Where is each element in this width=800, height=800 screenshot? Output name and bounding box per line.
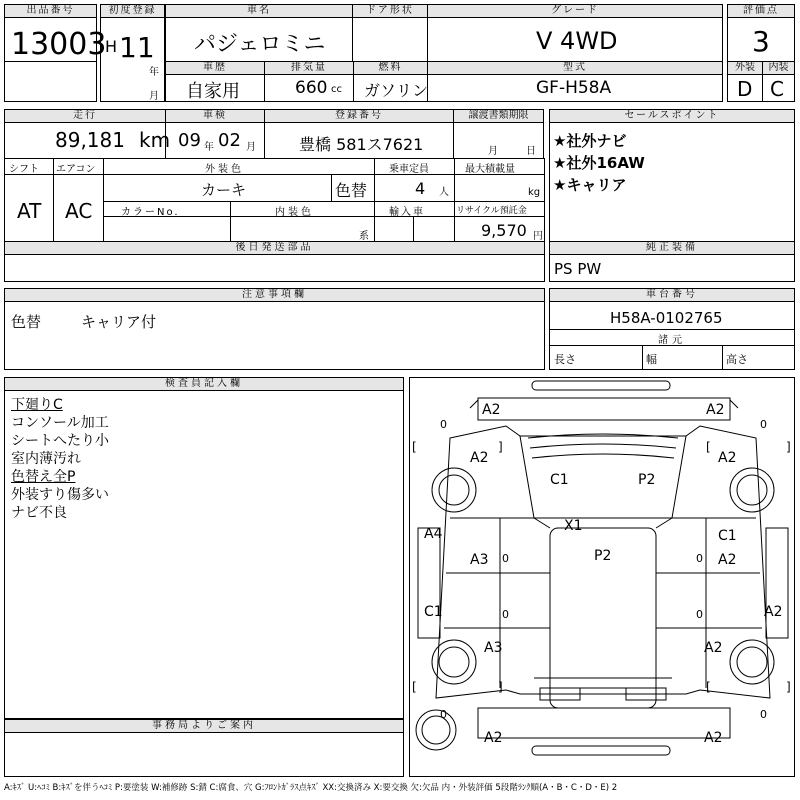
- reg-no-box: [264, 109, 454, 159]
- insp-year-unit: 年: [204, 142, 214, 153]
- genuine: PS PW: [554, 260, 602, 278]
- damage-mark: A2: [718, 450, 737, 466]
- history-box: [165, 61, 265, 102]
- colorno-label: カラーNo.: [121, 207, 180, 218]
- score: 3: [752, 25, 770, 58]
- later-parts-box: [4, 241, 545, 282]
- zero-mark: 0: [440, 708, 447, 721]
- transfer-label: 譲渡書類期限: [454, 110, 543, 123]
- grade: V 4WD: [536, 27, 618, 55]
- damage-mark: A2: [704, 640, 723, 656]
- color-label: 外装色: [205, 164, 244, 175]
- recycle-label: リサイクル預託金: [456, 206, 527, 216]
- damage-diagram: [409, 377, 795, 777]
- insp-year: 09: [178, 130, 201, 151]
- displacement-label: 排気量: [265, 62, 353, 75]
- door-box: [352, 4, 428, 62]
- damage-mark: A2: [706, 402, 725, 418]
- model-box: [427, 61, 723, 102]
- bracket-right-bottom: [: [706, 680, 711, 694]
- damage-mark: A2: [704, 730, 723, 746]
- damage-mark: A2: [764, 604, 783, 620]
- model: GF-H58A: [536, 78, 612, 98]
- first-reg-year: 11: [119, 31, 155, 64]
- reg-no-label: 登録番号: [265, 110, 453, 123]
- notes-label: 注意事項欄: [5, 289, 544, 302]
- chassis: H58A-0102765: [610, 309, 723, 327]
- mileage-unit: km: [139, 128, 171, 152]
- dims-label: 諸元: [658, 335, 686, 346]
- transfer-day: 日: [526, 146, 536, 157]
- mileage-label: 走行: [5, 110, 165, 123]
- height-label: 高さ: [726, 353, 748, 366]
- length-label: 長さ: [554, 353, 576, 366]
- ac: AC: [65, 199, 93, 223]
- inspection-box: [165, 109, 265, 159]
- capacity-label: 乗車定員: [389, 164, 429, 175]
- zero-mark: 0: [696, 552, 703, 565]
- exterior-label: 外装: [728, 62, 762, 75]
- model-label: 型式: [428, 62, 722, 75]
- inspector-box: [4, 377, 404, 719]
- displacement-box: [264, 61, 354, 102]
- color: カーキ: [201, 181, 247, 199]
- first-registration-box: [100, 4, 165, 102]
- load-label: 最大積載量: [465, 164, 515, 175]
- grade-box: [427, 4, 723, 62]
- damage-mark: A2: [470, 450, 489, 466]
- sales-points-box: [549, 109, 795, 242]
- zero-mark: 0: [502, 608, 509, 621]
- notes-text-2: キャリア付: [81, 313, 157, 331]
- lot-number-box: [4, 4, 107, 102]
- recycle: 9,570: [481, 221, 527, 240]
- ac-label: エアコン: [56, 164, 96, 175]
- interior-score: C: [770, 77, 784, 101]
- inspector-line-7: ナビ不良: [11, 505, 67, 521]
- chassis-label: 車台番号: [550, 289, 794, 302]
- grade-label: グレード: [428, 5, 722, 18]
- mileage-box: [4, 109, 171, 159]
- inspector-line-6: 外装すり傷多い: [11, 487, 109, 503]
- zero-mark: 0: [760, 418, 767, 431]
- zero-mark: 0: [440, 418, 447, 431]
- office-label: 事務局よりご案内: [5, 720, 403, 733]
- era: H: [105, 37, 118, 56]
- bracket-left-bottom-close: ]: [498, 680, 503, 694]
- inspector-line-3: シートへたり小: [11, 433, 109, 449]
- interior-box: [762, 61, 795, 102]
- damage-mark: X1: [564, 518, 583, 534]
- bracket-left-top: [: [412, 440, 417, 454]
- width-label: 幅: [646, 353, 657, 366]
- genuine-label: 純正装備: [550, 242, 794, 255]
- car-name: パジェロミニ: [194, 32, 326, 57]
- zero-mark: 0: [760, 708, 767, 721]
- inspector-line-1: 下廻りC: [11, 397, 63, 413]
- fuel-box: [353, 61, 428, 102]
- interior-color-suffix: 系: [359, 231, 369, 242]
- zero-mark: 0: [502, 552, 509, 565]
- bracket-left-top-close: ]: [498, 440, 503, 454]
- damage-mark: A2: [718, 552, 737, 568]
- bracket-right-bottom-close: ]: [786, 680, 791, 694]
- car-name-box: [165, 4, 353, 62]
- month-unit: 月: [149, 91, 159, 102]
- shift-label: シフト: [9, 164, 39, 175]
- damage-mark: A3: [484, 640, 503, 656]
- inspection-label: 車検: [166, 110, 264, 123]
- damage-mark: A4: [424, 526, 443, 542]
- displacement: 660: [295, 78, 328, 98]
- import-label: 輸入車: [389, 207, 425, 218]
- sales-point-3: ★キャリア: [553, 176, 627, 194]
- insp-month: 02: [218, 130, 241, 151]
- car-outline-svg: [410, 378, 794, 776]
- interior-label: 内装: [763, 62, 794, 75]
- lot-number: 13003: [11, 27, 107, 62]
- damage-mark: A3: [470, 552, 489, 568]
- transfer-box: [453, 109, 544, 159]
- sales-points-label: セールスポイント: [550, 110, 794, 123]
- exterior-score: D: [737, 77, 753, 101]
- shift: AT: [17, 199, 42, 223]
- capacity: 4: [415, 179, 426, 198]
- inspector-line-2: コンソール加工: [11, 415, 109, 431]
- car-name-label: 車名: [166, 5, 352, 18]
- capacity-unit: 人: [439, 187, 449, 198]
- sales-point-1: ★社外ナビ: [553, 132, 627, 150]
- damage-mark: P2: [594, 548, 612, 564]
- history-label: 車歴: [166, 62, 264, 75]
- transfer-month: 月: [488, 146, 498, 157]
- genuine-box: [549, 241, 795, 282]
- damage-mark: C1: [424, 604, 443, 620]
- exterior-box: [727, 61, 763, 102]
- mileage: 89,181: [55, 128, 125, 152]
- door-label: ドア形状: [353, 5, 427, 18]
- first-registration-label: 初度登録: [101, 5, 164, 18]
- fuel-label: 燃料: [354, 62, 427, 75]
- zero-mark: 0: [696, 608, 703, 621]
- damage-mark: C1: [550, 472, 569, 488]
- inspector-line-5: 色替え全P: [11, 469, 76, 485]
- office-box: [4, 719, 404, 777]
- later-parts-label: 後日発送部品: [5, 242, 544, 255]
- interior-color-label: 内装色: [275, 207, 314, 218]
- notes-text-1: 色替: [11, 313, 42, 331]
- recycle-unit: 円: [533, 231, 543, 242]
- notes-box: [4, 288, 545, 370]
- damage-mark: A2: [484, 730, 503, 746]
- damage-mark: C1: [718, 528, 737, 544]
- spec-block: [4, 158, 545, 242]
- year-unit: 年: [149, 67, 159, 78]
- score-box: [727, 4, 795, 62]
- bracket-right-top-close: ]: [786, 440, 791, 454]
- inspector-label: 検査員記入欄: [5, 378, 403, 391]
- insp-month-unit: 月: [246, 142, 256, 153]
- reg-no: 豊橋 581ス7621: [299, 135, 424, 154]
- bracket-right-top: [: [706, 440, 711, 454]
- damage-mark: A2: [482, 402, 501, 418]
- inspector-line-4: 室内薄汚れ: [11, 451, 81, 467]
- chassis-box: [549, 288, 795, 370]
- sales-point-2: ★社外16AW: [553, 154, 645, 172]
- color-change: 色替: [335, 181, 368, 200]
- lot-number-label: 出品番号: [5, 5, 96, 18]
- load-unit: kg: [528, 187, 541, 198]
- displacement-unit: cc: [331, 84, 342, 95]
- legend: A:ｷｽﾞ U:ﾍｺﾐ B:ｷｽﾞを伴うﾍｺﾐ P:要塗装 W:補修跡 S:錆 C:腐食、穴 G:ﾌﾛﾝﾄｶﾞﾗｽ点ｷｽﾞ XX:交換済み X:要交換 欠:欠品 内・外装評価 5段階ﾗﾝｸ順(A・B・C・D・E) 2: [4, 783, 618, 793]
- bracket-left-bottom: [: [412, 680, 417, 694]
- score-label: 評価点: [728, 5, 794, 18]
- fuel: ガソリン: [364, 81, 429, 100]
- damage-mark: P2: [638, 472, 656, 488]
- history: 自家用: [186, 81, 240, 102]
